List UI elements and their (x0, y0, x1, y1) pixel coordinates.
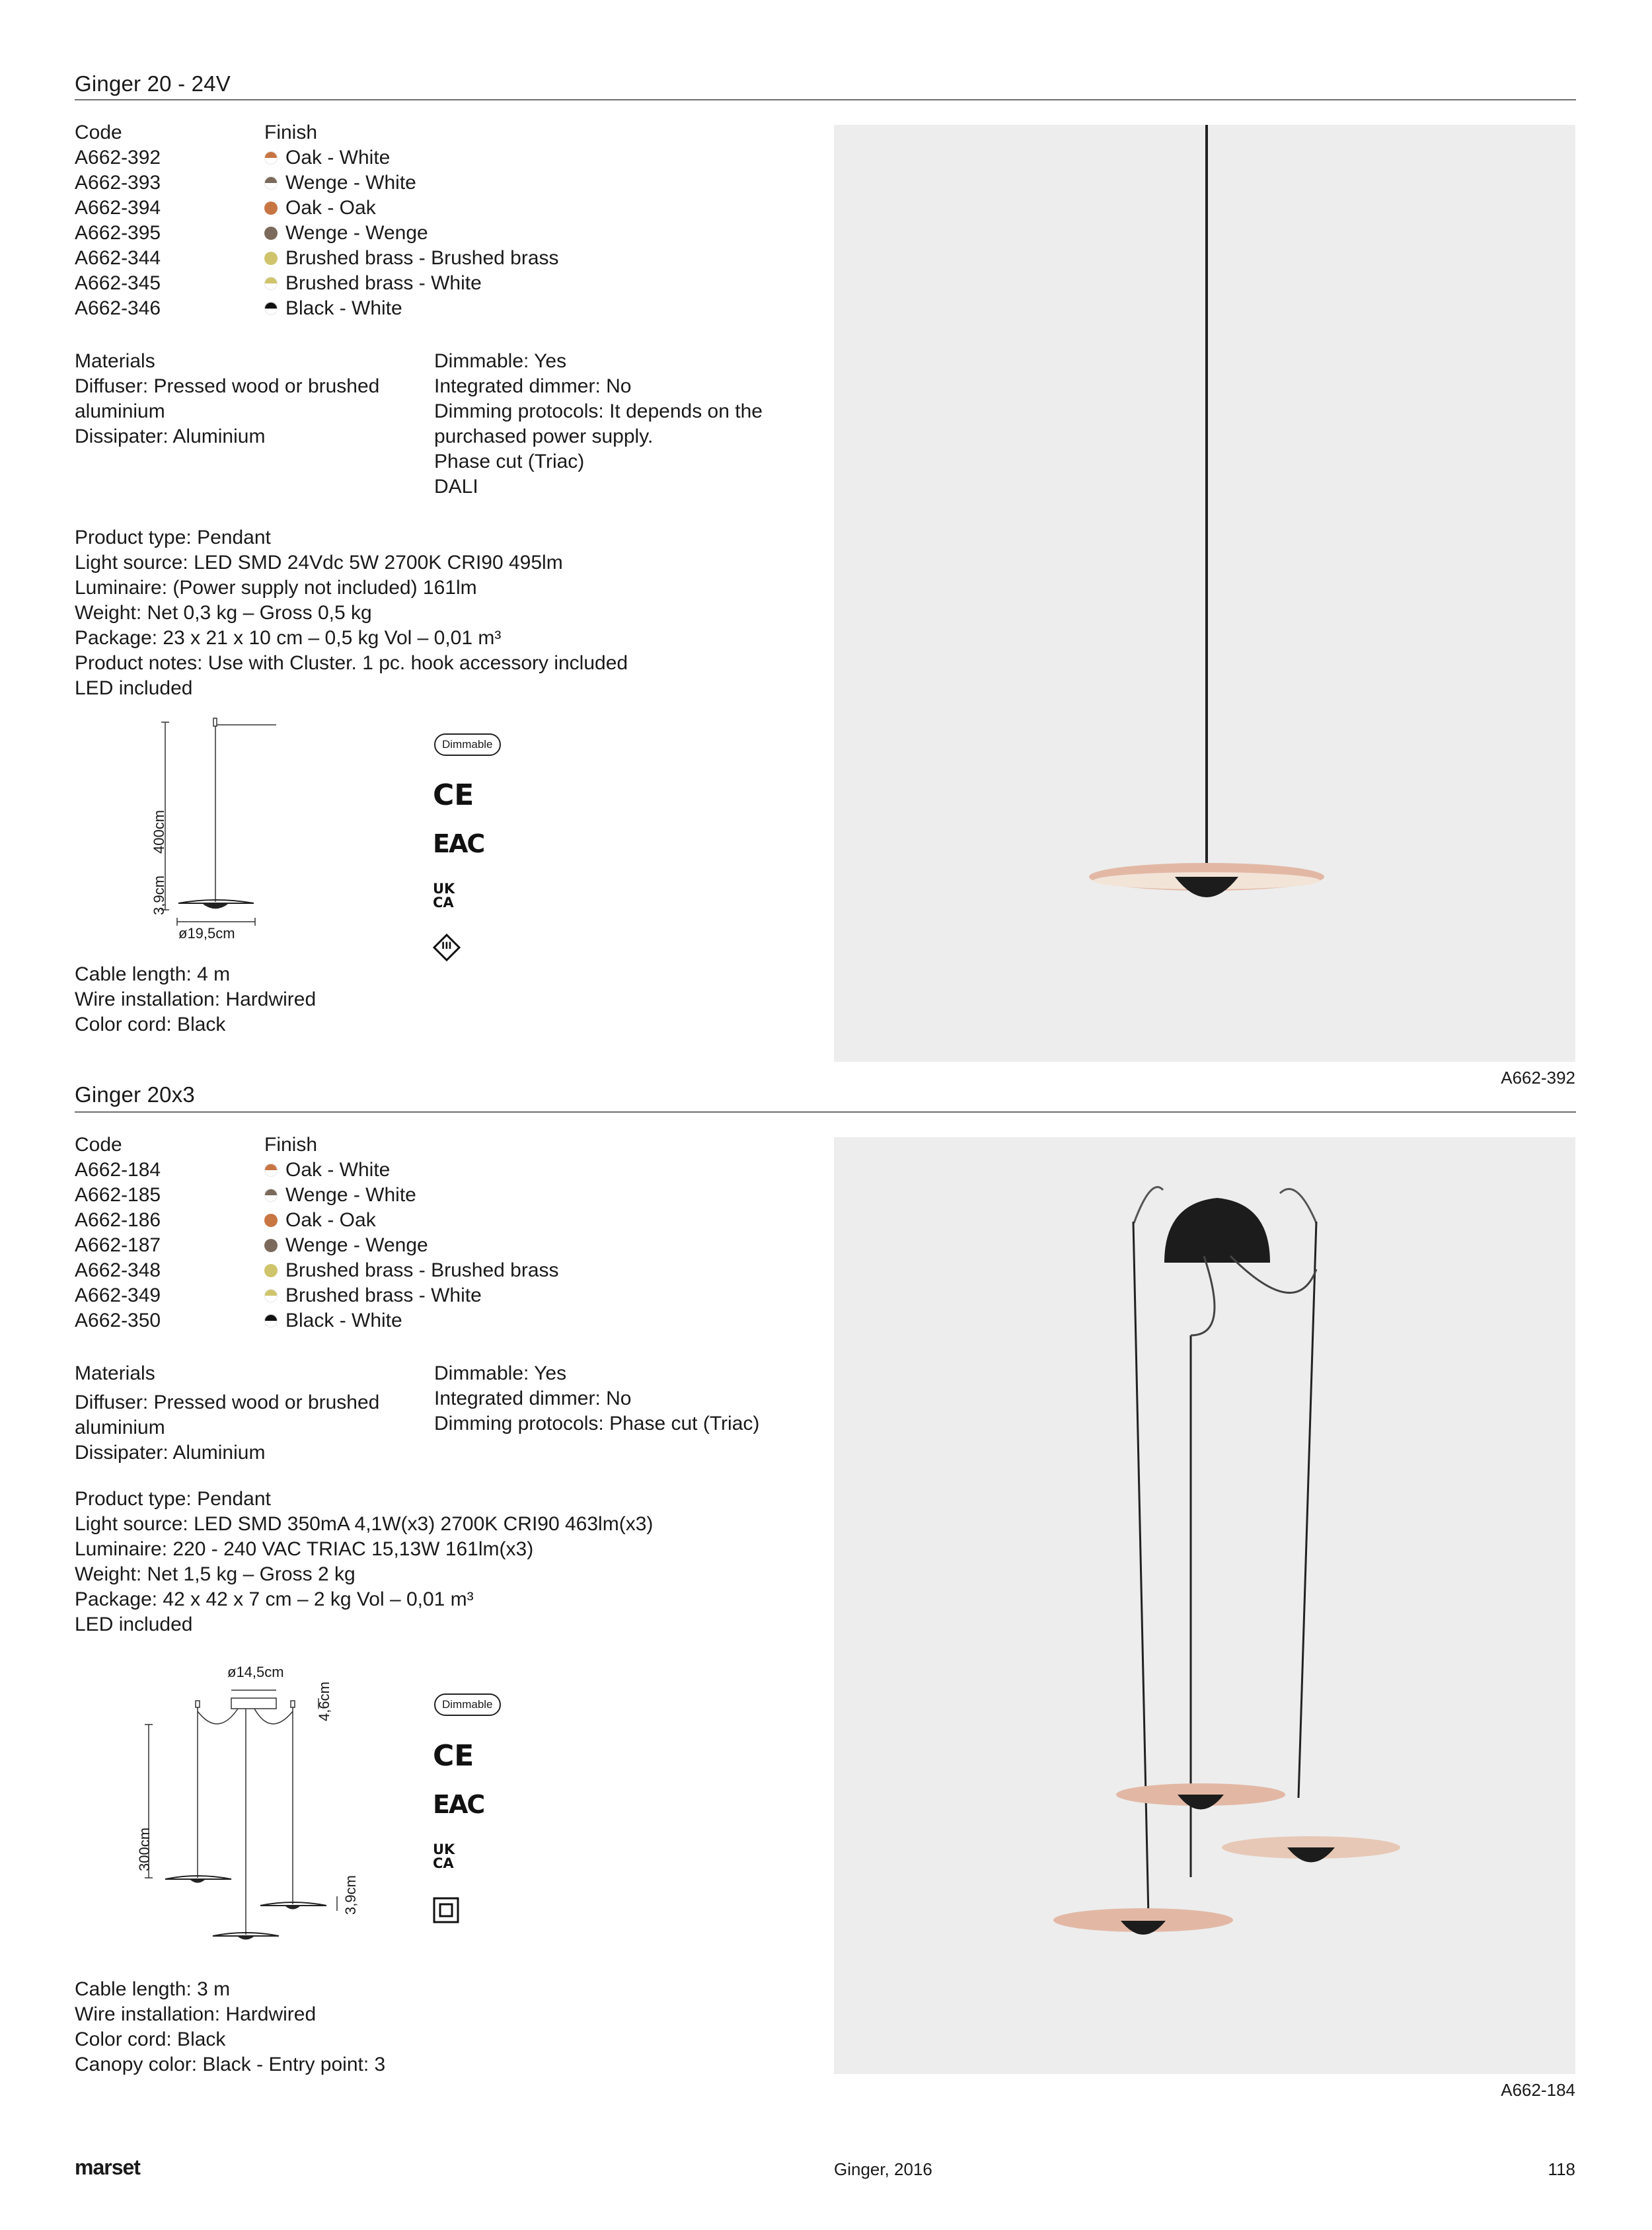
finish-item (264, 1208, 559, 1233)
finish-label: Oak - White (285, 147, 391, 168)
finish-swatch-icon (264, 1264, 278, 1277)
dimming-line: DALI (434, 476, 478, 498)
finish-label: Wenge - White (285, 1184, 416, 1206)
cable-line: Color cord: Black (75, 1014, 226, 1035)
finish-item (264, 271, 559, 296)
finish-swatch-icon (264, 176, 278, 190)
section2-product-photo (834, 1137, 1575, 2074)
dimmable-badge: Dimmable (434, 1693, 501, 1716)
finish-item (264, 246, 559, 271)
finish-swatch-icon (264, 151, 278, 165)
spec-line: Luminaire: (Power supply not included) 161lm (75, 577, 477, 599)
code-value: A662-392 (75, 147, 161, 168)
finish-swatch-icon (264, 202, 278, 215)
section2-specs (75, 1487, 653, 1637)
section1-finish-column (264, 120, 559, 321)
spec-line: Package: 42 x 42 x 7 cm – 2 kg Vol – 0,01 m³ (75, 1588, 474, 1610)
ukca-mark-icon: UK CA (433, 1841, 455, 1871)
spec-line: Product notes: Use with Cluster. 1 pc. hook accessory included (75, 652, 628, 674)
dimming-line: Dimmable: Yes (434, 1362, 567, 1384)
finish-item (264, 170, 559, 196)
finish-label: Brushed brass - White (285, 1284, 482, 1306)
footer-collection: Ginger, 2016 (834, 2159, 932, 2179)
canopy-height-label: 4,6cm (316, 1682, 332, 1721)
spec-line: Weight: Net 0,3 kg – Gross 0,5 kg (75, 602, 372, 624)
diameter-label: ø19,5cm (178, 925, 235, 942)
materials-line: aluminium (75, 400, 165, 422)
finish-item (264, 196, 559, 221)
finish-header: Finish (264, 1134, 318, 1156)
code-header: Code (75, 122, 122, 143)
finish-swatch-icon (264, 1189, 278, 1202)
finish-item (264, 1158, 559, 1183)
section2-finish-column (264, 1133, 559, 1333)
code-value: A662-346 (75, 297, 161, 319)
section1-dimming (434, 349, 763, 500)
page-number: 118 (1548, 2159, 1575, 2179)
materials-heading: Materials (75, 350, 155, 372)
spec-line: LED included (75, 1614, 193, 1635)
section2-dimming (434, 1361, 759, 1436)
finish-label: Wenge - Wenge (285, 222, 428, 244)
code-value: A662-393 (75, 172, 161, 194)
cable-line: Cable length: 3 m (75, 1978, 231, 2000)
finish-item (264, 1283, 559, 1308)
ce-mark-icon: CE (433, 778, 474, 812)
finish-item (264, 221, 559, 246)
spec-line: LED included (75, 677, 193, 699)
finish-swatch-icon (264, 1239, 278, 1252)
finish-swatch-icon (264, 1164, 278, 1177)
dimming-line: Integrated dimmer: No (434, 1388, 632, 1409)
cable-line: Color cord: Black (75, 2028, 226, 2050)
section2-title: Ginger 20x3 (75, 1082, 195, 1107)
spec-line: Light source: LED SMD 24Vdc 5W 2700K CRI90 495lm (75, 552, 563, 574)
code-value: A662-345 (75, 272, 161, 294)
code-value: A662-394 (75, 197, 161, 219)
height-dimension-label: 300cm (136, 1827, 153, 1871)
finish-swatch-icon (264, 227, 278, 240)
dimming-line: purchased power supply. (434, 426, 654, 447)
code-value: A662-186 (75, 1209, 161, 1231)
spec-line: Product type: Pendant (75, 527, 271, 548)
dimming-line: Phase cut (Triac) (434, 451, 585, 472)
materials-heading: Materials (75, 1362, 155, 1384)
dimming-line: Dimming protocols: It depends on the (434, 400, 763, 422)
finish-label: Wenge - Wenge (285, 1234, 428, 1256)
code-value: A662-184 (75, 1159, 161, 1181)
finish-swatch-icon (264, 302, 278, 315)
section1-materials (75, 349, 379, 449)
finish-label: Wenge - White (285, 172, 416, 194)
spec-line: Weight: Net 1,5 kg – Gross 2 kg (75, 1563, 356, 1585)
finish-label: Oak - White (285, 1159, 391, 1181)
finish-item (264, 1258, 559, 1283)
canopy-diameter-label: ø14,5cm (227, 1664, 284, 1680)
cable-line: Canopy color: Black - Entry point: 3 (75, 2054, 386, 2075)
finish-header: Finish (264, 122, 318, 143)
cable-line: Wire installation: Hardwired (75, 2003, 317, 2025)
dimmable-badge: Dimmable (434, 733, 501, 756)
finish-label: Brushed brass - White (285, 272, 482, 294)
code-value: A662-187 (75, 1234, 161, 1256)
section2-materials (75, 1361, 379, 1466)
section2-photo-caption: A662-184 (1501, 2080, 1575, 2100)
section2-divider (75, 1111, 1576, 1113)
finish-item (264, 1183, 559, 1208)
finish-label: Brushed brass - Brushed brass (285, 1259, 559, 1281)
cable-line: Wire installation: Hardwired (75, 988, 317, 1010)
code-header: Code (75, 1134, 122, 1156)
shade-height-label: 3,9cm (342, 1875, 359, 1915)
finish-swatch-icon (264, 1314, 278, 1327)
spec-line: Product type: Pendant (75, 1488, 271, 1510)
code-value: A662-395 (75, 222, 161, 244)
spec-line: Luminaire: 220 - 240 VAC TRIAC 15,13W 161lm(x3) (75, 1538, 534, 1560)
code-value: A662-185 (75, 1184, 161, 1206)
materials-line: Diffuser: Pressed wood or brushed (75, 375, 380, 397)
finish-swatch-icon (264, 1289, 278, 1302)
eac-mark-icon: EAC (433, 1790, 484, 1819)
brand-logo: marset (75, 2155, 140, 2179)
finish-label: Black - White (285, 297, 402, 319)
finish-label: Oak - Oak (285, 1209, 376, 1231)
code-value: A662-344 (75, 247, 161, 269)
finish-swatch-icon (264, 1214, 278, 1227)
finish-label: Oak - Oak (285, 197, 376, 219)
section1-divider (75, 99, 1576, 100)
finish-swatch-icon (264, 277, 278, 290)
section2-cable-info (75, 1977, 385, 2077)
cable-line: Cable length: 4 m (75, 963, 231, 985)
finish-item (264, 1233, 559, 1258)
code-value: A662-349 (75, 1284, 161, 1306)
section1-cable-info (75, 962, 316, 1037)
shade-height-label: 3,9cm (151, 875, 167, 915)
dimming-line: Integrated dimmer: No (434, 375, 632, 397)
ce-mark-icon: CE (433, 1739, 474, 1773)
section1-product-photo (834, 125, 1575, 1062)
materials-line: Dissipater: Aluminium (75, 426, 266, 447)
finish-item (264, 145, 559, 170)
finish-label: Black - White (285, 1310, 402, 1331)
ukca-mark-icon: UK CA (433, 881, 455, 911)
finish-item (264, 1308, 559, 1333)
materials-line: Diffuser: Pressed wood or brushed (75, 1392, 380, 1413)
spec-line: Package: 23 x 21 x 10 cm – 0,5 kg Vol – 0,01 m³ (75, 627, 502, 649)
code-value: A662-350 (75, 1310, 161, 1331)
dimming-line: Dimmable: Yes (434, 350, 567, 372)
dimming-line: Dimming protocols: Phase cut (Triac) (434, 1413, 760, 1434)
section1-code-column (75, 120, 161, 321)
section1-title: Ginger 20 - 24V (75, 71, 231, 96)
finish-swatch-icon (264, 252, 278, 265)
section1-specs (75, 525, 628, 701)
class-iii-label: III (441, 941, 452, 951)
materials-line: Dissipater: Aluminium (75, 1442, 266, 1464)
finish-item (264, 296, 559, 321)
section1-photo-caption: A662-392 (1501, 1068, 1575, 1088)
code-value: A662-348 (75, 1259, 161, 1281)
class-ii-icon (433, 1897, 459, 1923)
height-dimension-label: 400cm (151, 809, 167, 854)
section2-code-column (75, 1133, 161, 1333)
materials-line: aluminium (75, 1417, 165, 1438)
spec-line: Light source: LED SMD 350mA 4,1W(x3) 2700K CRI90 463lm(x3) (75, 1513, 654, 1535)
finish-label: Brushed brass - Brushed brass (285, 247, 559, 269)
eac-mark-icon: EAC (433, 829, 484, 858)
